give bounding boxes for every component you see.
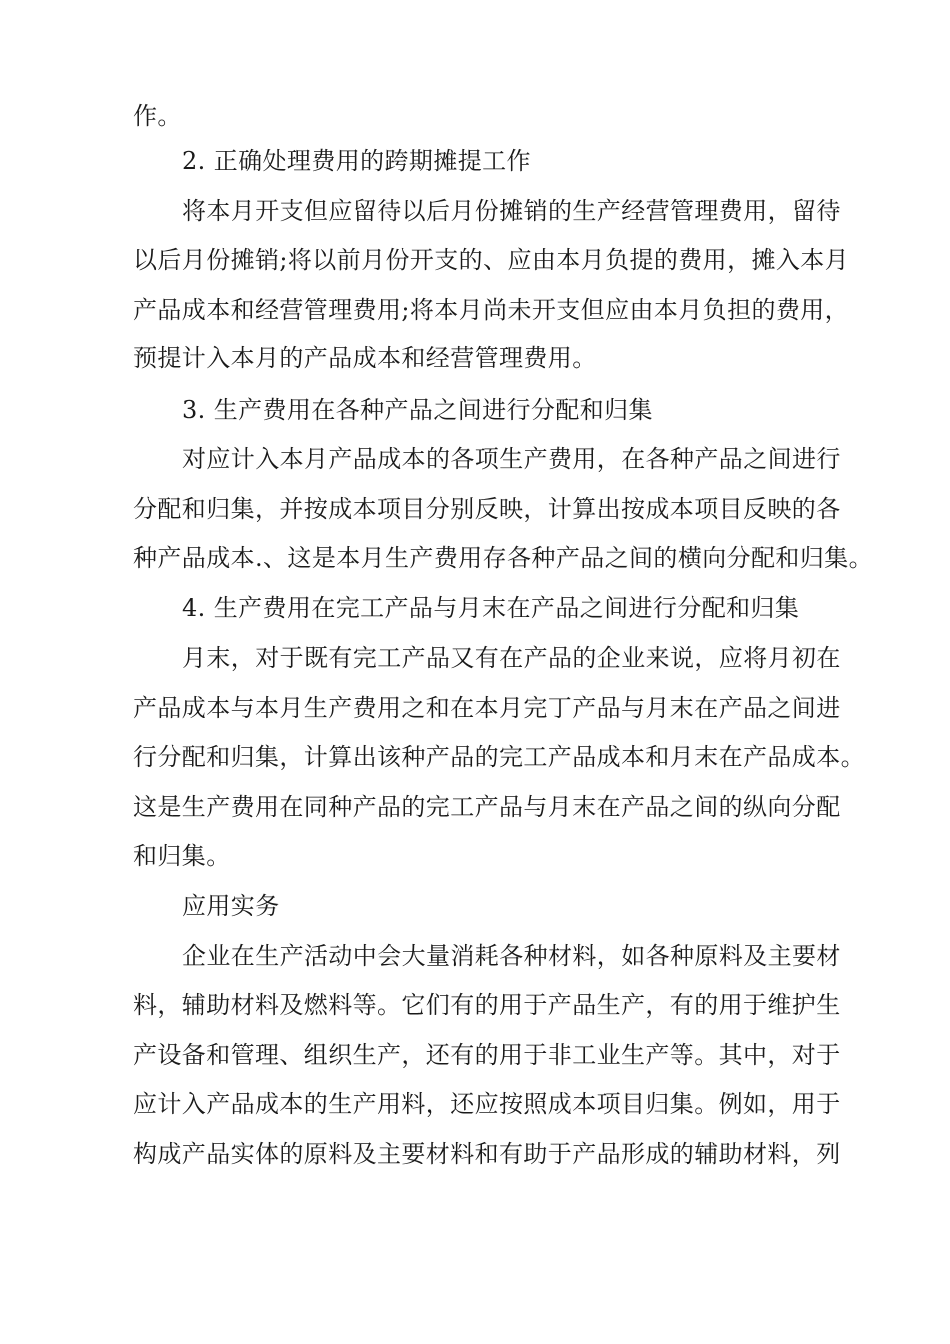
text-line: 月末，对于既有完工产品又有在产品的企业来说，应将月初在 [182, 644, 841, 672]
text-line: 企业在生产活动中会大量消耗各种材料，如各种原料及主要材 [182, 942, 841, 970]
section-heading: 4. 生产费用在完工产品与月末在产品之间进行分配和归集 [182, 594, 800, 622]
text-line: 种产品成本.、这是本月生产费用存各种产品之间的横向分配和归集。 [133, 544, 874, 572]
section-heading: 2. 正确处理费用的跨期摊提工作 [182, 147, 531, 175]
text-line: 将本月开支但应留待以后月份摊销的生产经营管理费用，留待 [182, 197, 841, 225]
text-line: 对应计入本月产品成本的各项生产费用，在各种产品之间进行 [182, 445, 841, 473]
text-line: 产品成本和经营管理费用;将本月尚未开支但应由本月负担的费用， [133, 296, 850, 324]
section-heading: 3. 生产费用在各种产品之间进行分配和归集 [182, 396, 653, 424]
text-line: 行分配和归集，计算出该种产品的完工产品成本和月末在产品成本。 [133, 743, 865, 771]
section-heading: 应用实务 [182, 892, 280, 920]
text-line: 应计入产品成本的生产用料，还应按照成本项目归集。例如，用于 [133, 1090, 841, 1118]
text-line: 和归集。 [133, 842, 231, 870]
text-line: 料，辅助材料及燃料等。它们有的用于产品生产，有的用于维护生 [133, 991, 841, 1019]
text-line: 产设备和管理、组织生产，还有的用于非工业生产等。其中，对于 [133, 1041, 841, 1069]
text-line: 这是生产费用在同种产品的完工产品与月末在产品之间的纵向分配 [133, 793, 841, 821]
text-line: 构成产品实体的原料及主要材料和有助于产品形成的辅助材料，列 [133, 1140, 841, 1168]
text-line: 产品成本与本月生产费用之和在本月完丁产品与月末在产品之间进 [133, 694, 841, 722]
text-line: 作。 [133, 102, 182, 130]
text-line: 分配和归集，并按成本项目分别反映，计算出按成本项目反映的各 [133, 495, 841, 523]
text-line: 预提计入本月的产品成本和经营管理费用。 [133, 344, 597, 372]
text-line: 以后月份摊销;将以前月份开支的、应由本月负提的费用，摊入本月 [133, 246, 850, 274]
